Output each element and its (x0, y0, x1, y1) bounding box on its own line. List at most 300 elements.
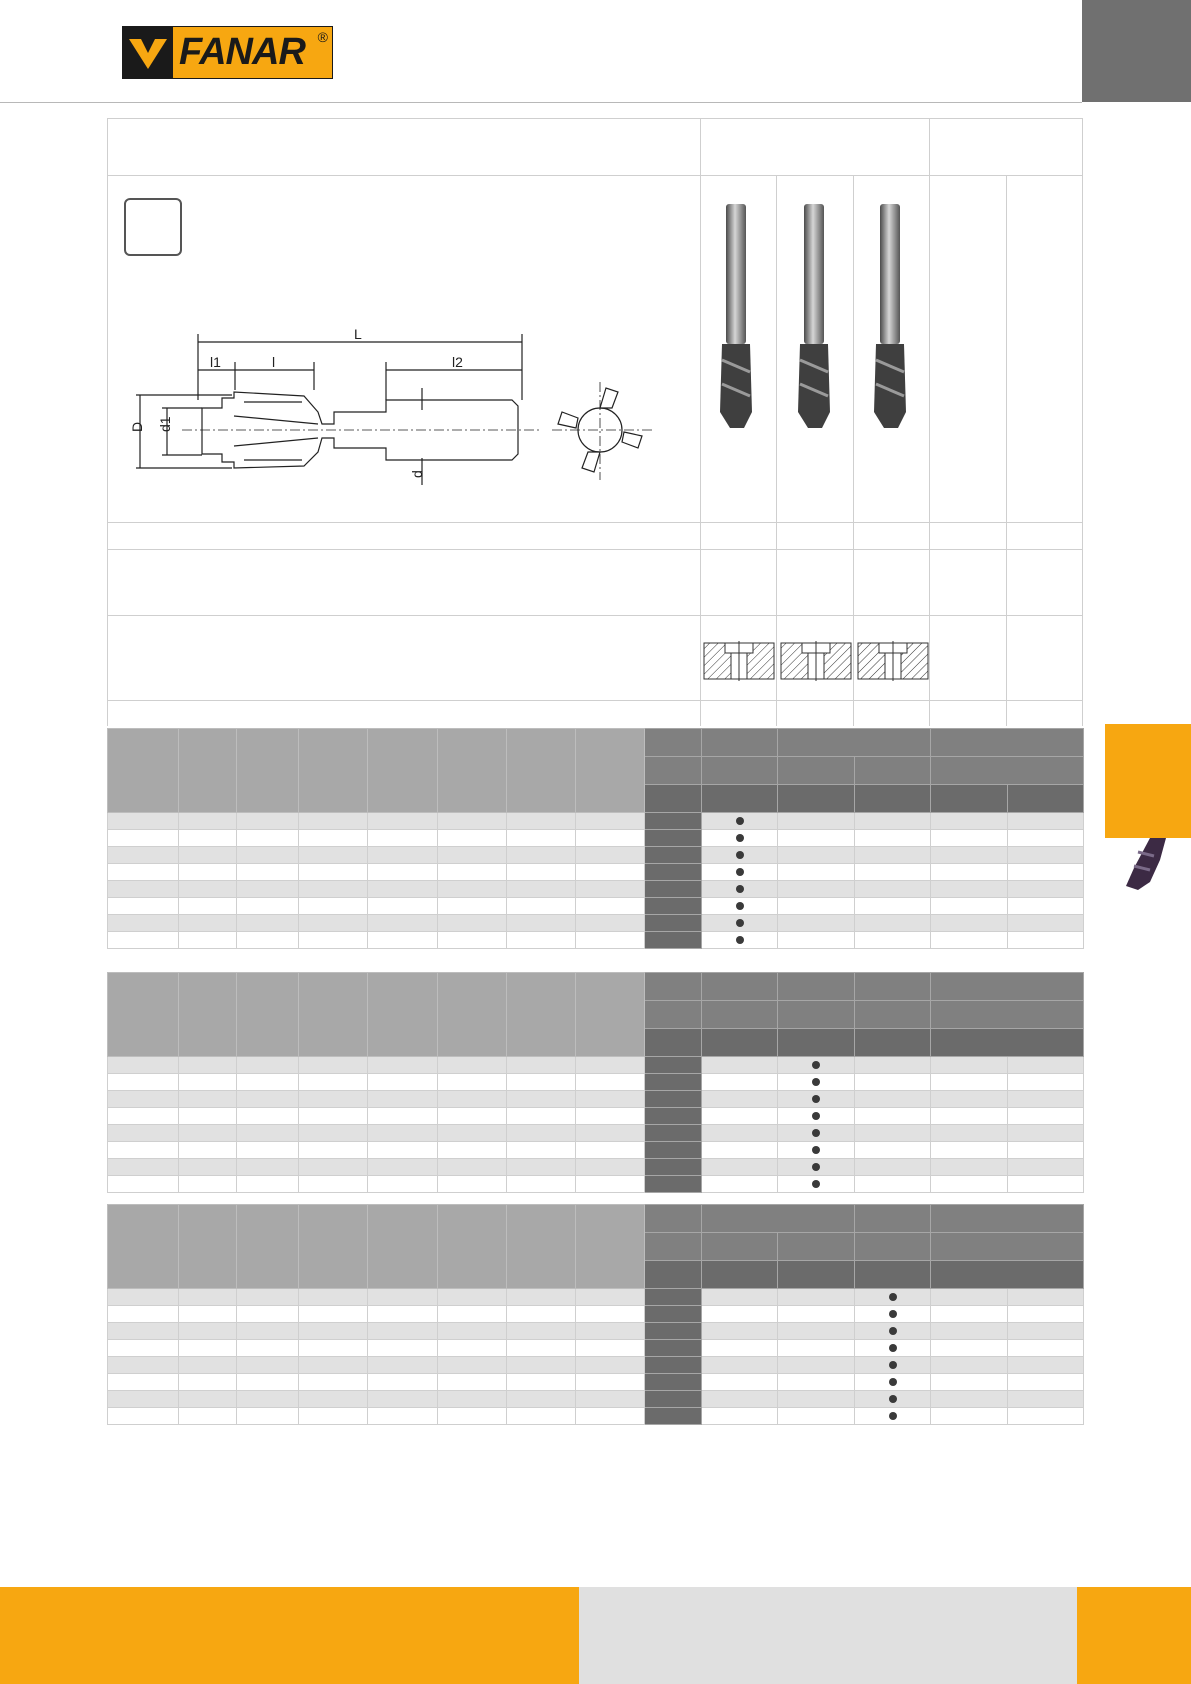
availability-dot-icon (812, 1146, 820, 1154)
table-cell (931, 898, 1008, 915)
header-cell (645, 757, 702, 785)
table-row (108, 847, 1084, 864)
table-cell (438, 1176, 507, 1193)
table-row (108, 1374, 1084, 1391)
table-cell (1008, 915, 1084, 932)
table-cell (778, 813, 855, 830)
availability-dot-icon (812, 1095, 820, 1103)
table-cell (702, 1340, 778, 1357)
availability-dot-icon (812, 1078, 820, 1086)
dim-D-label: D (129, 421, 145, 432)
header-cell (237, 729, 299, 813)
table-cell (179, 1176, 237, 1193)
table-cell (179, 881, 237, 898)
table-cell (299, 881, 368, 898)
table-cell (368, 932, 438, 949)
table-cell (1008, 1391, 1084, 1408)
table-cell (855, 898, 931, 915)
table-cell (368, 1159, 438, 1176)
table-cell (438, 847, 507, 864)
table-cell (368, 1306, 438, 1323)
table-cell (179, 1391, 237, 1408)
table-cell (576, 1391, 645, 1408)
table-cell (576, 847, 645, 864)
availability-dot-icon (889, 1378, 897, 1386)
table-cell (507, 932, 576, 949)
table-row (108, 1176, 1084, 1193)
header-cell (931, 1001, 1084, 1029)
table-cell (507, 864, 576, 881)
table-cell (299, 1306, 368, 1323)
availability-dot-icon (889, 1344, 897, 1352)
header-cell (931, 729, 1084, 757)
table-cell (931, 881, 1008, 898)
table-cell (299, 1323, 368, 1340)
table-cell (1008, 864, 1084, 881)
table-row (108, 1057, 1084, 1074)
table-row (108, 1357, 1084, 1374)
header-cell (645, 785, 702, 813)
availability-dot-icon (736, 936, 744, 944)
header-cell (368, 973, 438, 1057)
table-cell (778, 881, 855, 898)
header-cell (237, 973, 299, 1057)
table-cell (778, 1091, 855, 1108)
table-cell (702, 881, 778, 898)
table-cell (702, 1323, 778, 1340)
table-cell (576, 1323, 645, 1340)
table-cell (179, 830, 237, 847)
availability-dot-icon (889, 1395, 897, 1403)
table-cell (108, 1057, 179, 1074)
table-row (108, 915, 1084, 932)
feature-icon-box (124, 198, 182, 256)
header-divider (0, 102, 1082, 103)
table-cell (855, 1142, 931, 1159)
table-cell (237, 1176, 299, 1193)
header-cell (855, 1233, 931, 1261)
header-cell (368, 1205, 438, 1289)
registered-mark: ® (317, 29, 328, 45)
table-cell (702, 1125, 778, 1142)
table-cell (855, 813, 931, 830)
table-cell (299, 830, 368, 847)
table-cell (778, 915, 855, 932)
table-cell (438, 881, 507, 898)
product-photos (700, 200, 930, 460)
table-cell (1008, 1125, 1084, 1142)
table-cell (507, 1091, 576, 1108)
header-cell (778, 757, 855, 785)
dim-d-label: d (409, 470, 425, 478)
table-cell (778, 898, 855, 915)
table-cell (702, 847, 778, 864)
table-cell (702, 1357, 778, 1374)
table-cell (778, 864, 855, 881)
table-cell (931, 864, 1008, 881)
table-cell (1008, 1108, 1084, 1125)
table-cell (179, 1306, 237, 1323)
table-cell (237, 1108, 299, 1125)
counterbore-technical-drawing (122, 320, 682, 495)
logo-v-mark (123, 27, 173, 78)
tool-photo-2 (798, 204, 830, 428)
table-cell (702, 1142, 778, 1159)
table-cell (108, 1408, 179, 1425)
table-cell (507, 1340, 576, 1357)
table-cell (778, 1340, 855, 1357)
table-cell (1008, 1176, 1084, 1193)
header-cell (438, 729, 507, 813)
table-cell (368, 1408, 438, 1425)
table-cell (299, 932, 368, 949)
corner-tab (1082, 0, 1191, 102)
table-cell (931, 1323, 1008, 1340)
table-cell (299, 1176, 368, 1193)
table-cell (1008, 932, 1084, 949)
table-cell (108, 864, 179, 881)
table-cell (237, 1323, 299, 1340)
header-cell (299, 1205, 368, 1289)
table-cell (576, 1108, 645, 1125)
header-cell (931, 1205, 1084, 1233)
header-cell (237, 1205, 299, 1289)
table-cell (237, 1289, 299, 1306)
table-cell (576, 898, 645, 915)
header-cell (931, 785, 1008, 813)
table-cell (702, 813, 778, 830)
table-row (108, 1323, 1084, 1340)
table-cell (645, 1408, 702, 1425)
table-cell (855, 881, 931, 898)
table-cell (438, 1408, 507, 1425)
table-cell (1008, 1289, 1084, 1306)
table-cell (438, 1306, 507, 1323)
table-cell (855, 1391, 931, 1408)
table-cell (299, 1108, 368, 1125)
table-row (108, 932, 1084, 949)
header-cell (108, 729, 179, 813)
table-cell (855, 1057, 931, 1074)
table-row (108, 830, 1084, 847)
header-cell (702, 729, 778, 757)
table-cell (507, 813, 576, 830)
table-cell (179, 1374, 237, 1391)
table-cell (778, 830, 855, 847)
table-cell (299, 1159, 368, 1176)
table-cell (576, 1340, 645, 1357)
table-cell (299, 915, 368, 932)
table-cell (702, 1391, 778, 1408)
table-cell (576, 1374, 645, 1391)
table-cell (507, 1142, 576, 1159)
table-cell (931, 1306, 1008, 1323)
table-cell (438, 1340, 507, 1357)
table-cell (778, 1176, 855, 1193)
table-cell (931, 1057, 1008, 1074)
table-cell (507, 1074, 576, 1091)
table-cell (576, 1289, 645, 1306)
table-cell (237, 864, 299, 881)
table-cell (108, 1306, 179, 1323)
table-cell (1008, 1142, 1084, 1159)
header-cell (108, 1205, 179, 1289)
table-cell (438, 1357, 507, 1374)
table-cell (1008, 1340, 1084, 1357)
table-cell (179, 1357, 237, 1374)
availability-dot-icon (889, 1310, 897, 1318)
table-cell (576, 1125, 645, 1142)
table-cell (299, 1357, 368, 1374)
table-cell (931, 1142, 1008, 1159)
table-cell (931, 915, 1008, 932)
table-cell (1008, 1091, 1084, 1108)
table-cell (179, 1125, 237, 1142)
availability-dot-icon (812, 1163, 820, 1171)
header-cell (931, 1261, 1084, 1289)
table-cell (576, 1159, 645, 1176)
table-cell (702, 898, 778, 915)
table-cell (702, 1074, 778, 1091)
header-cell (855, 973, 931, 1001)
table-cell (576, 1142, 645, 1159)
header-cell (778, 973, 855, 1001)
table-cell (368, 1289, 438, 1306)
footer-info-bar (579, 1587, 1077, 1684)
table-cell (576, 1176, 645, 1193)
table-cell (507, 1408, 576, 1425)
table-row (108, 1108, 1084, 1125)
table-cell (438, 1057, 507, 1074)
table-cell (108, 830, 179, 847)
table-cell (576, 864, 645, 881)
table-cell (778, 1142, 855, 1159)
header-cell (645, 1261, 702, 1289)
table-cell (179, 1340, 237, 1357)
table-cell (1008, 813, 1084, 830)
table-cell (179, 813, 237, 830)
tool-photo-1 (720, 204, 752, 428)
table-cell (855, 1323, 931, 1340)
table-row (108, 1159, 1084, 1176)
table-cell (438, 1074, 507, 1091)
availability-dot-icon (889, 1412, 897, 1420)
header-cell (179, 729, 237, 813)
header-cell (1008, 785, 1084, 813)
table-cell (299, 1074, 368, 1091)
table-cell (237, 1408, 299, 1425)
table-cell (855, 830, 931, 847)
drill-thumbnail-icon (1120, 838, 1166, 890)
table-row (108, 1142, 1084, 1159)
table-cell (1008, 1074, 1084, 1091)
table-cell (1008, 1323, 1084, 1340)
table-cell (702, 1306, 778, 1323)
table-cell (645, 1074, 702, 1091)
table-cell (931, 1159, 1008, 1176)
header-cell (108, 973, 179, 1057)
table-cell (237, 881, 299, 898)
table-cell (108, 1108, 179, 1125)
table-cell (576, 915, 645, 932)
table-row (108, 1408, 1084, 1425)
table-cell (645, 830, 702, 847)
spec-table-3 (107, 1204, 1084, 1425)
header-cell (931, 757, 1084, 785)
table-cell (368, 898, 438, 915)
section-tab[interactable] (1105, 724, 1191, 838)
dim-l2-label: l2 (452, 354, 463, 370)
table-cell (368, 915, 438, 932)
table-cell (179, 1289, 237, 1306)
table-cell (108, 1176, 179, 1193)
table-cell (1008, 830, 1084, 847)
table-cell (507, 1323, 576, 1340)
table-cell (855, 847, 931, 864)
header-cell (576, 1205, 645, 1289)
table-cell (368, 1057, 438, 1074)
table-cell (368, 1176, 438, 1193)
table-cell (438, 1323, 507, 1340)
table-row (108, 1289, 1084, 1306)
table-cell (931, 932, 1008, 949)
table-cell (576, 1091, 645, 1108)
availability-dot-icon (736, 902, 744, 910)
table-cell (778, 932, 855, 949)
table-cell (576, 1408, 645, 1425)
table-cell (438, 1125, 507, 1142)
tool-photo-3 (874, 204, 906, 428)
table-cell (179, 1323, 237, 1340)
table-cell (438, 1091, 507, 1108)
table-cell (237, 830, 299, 847)
table-cell (179, 1057, 237, 1074)
table-cell (645, 847, 702, 864)
table-cell (645, 1289, 702, 1306)
table-cell (931, 1289, 1008, 1306)
header-cell (299, 973, 368, 1057)
table-cell (299, 864, 368, 881)
availability-dot-icon (736, 868, 744, 876)
header-cell (576, 973, 645, 1057)
header-cell (855, 757, 931, 785)
table-cell (108, 1159, 179, 1176)
table-cell (237, 1057, 299, 1074)
table-cell (855, 915, 931, 932)
header-cell (931, 1233, 1084, 1261)
table-cell (438, 1289, 507, 1306)
availability-dot-icon (812, 1061, 820, 1069)
table-cell (108, 1323, 179, 1340)
table-cell (855, 1074, 931, 1091)
dim-d1-label: d1 (157, 416, 173, 432)
header-cell (645, 1233, 702, 1261)
table-cell (507, 915, 576, 932)
availability-dot-icon (736, 851, 744, 859)
header-cell (702, 973, 778, 1001)
table-cell (645, 1391, 702, 1408)
table-cell (507, 898, 576, 915)
table-cell (438, 1374, 507, 1391)
table-cell (778, 1289, 855, 1306)
hole-section-icon (858, 641, 928, 681)
table-cell (368, 1340, 438, 1357)
table-cell (368, 1108, 438, 1125)
header-cell (507, 973, 576, 1057)
spec-table-1 (107, 728, 1084, 949)
header-cell (855, 785, 931, 813)
table-cell (645, 1125, 702, 1142)
table-cell (576, 1357, 645, 1374)
table-cell (855, 1408, 931, 1425)
table-cell (237, 1374, 299, 1391)
table-cell (1008, 1306, 1084, 1323)
table-cell (179, 1142, 237, 1159)
table-cell (1008, 1374, 1084, 1391)
table-cell (702, 1091, 778, 1108)
table-cell (237, 813, 299, 830)
table-cell (108, 1340, 179, 1357)
table-cell (931, 1108, 1008, 1125)
table-cell (778, 1057, 855, 1074)
table-row (108, 1340, 1084, 1357)
table-cell (931, 830, 1008, 847)
table-cell (702, 915, 778, 932)
table-cell (1008, 1408, 1084, 1425)
table-cell (368, 1374, 438, 1391)
table-cell (507, 1357, 576, 1374)
table-cell (179, 1408, 237, 1425)
table-cell (576, 932, 645, 949)
table-cell (855, 1159, 931, 1176)
table-cell (645, 1374, 702, 1391)
table-row (108, 898, 1084, 915)
header-cell (931, 1029, 1084, 1057)
table-cell (702, 1057, 778, 1074)
table-cell (507, 830, 576, 847)
table-row (108, 813, 1084, 830)
dim-l-label: l (272, 354, 276, 370)
table-row (108, 1074, 1084, 1091)
table-cell (108, 1091, 179, 1108)
table-cell (931, 1340, 1008, 1357)
table-row (108, 1125, 1084, 1142)
table-cell (237, 1357, 299, 1374)
table-cell (368, 847, 438, 864)
table-cell (438, 1159, 507, 1176)
table-cell (645, 898, 702, 915)
table-cell (1008, 881, 1084, 898)
table-cell (507, 1289, 576, 1306)
table-cell (1008, 847, 1084, 864)
table-cell (702, 1159, 778, 1176)
header-cell (702, 785, 778, 813)
header-cell (179, 973, 237, 1057)
table-cell (931, 1357, 1008, 1374)
table-cell (507, 1391, 576, 1408)
table-cell (931, 1091, 1008, 1108)
table-cell (507, 1057, 576, 1074)
availability-dot-icon (736, 817, 744, 825)
table-cell (179, 1108, 237, 1125)
table-cell (237, 1125, 299, 1142)
table-cell (931, 1176, 1008, 1193)
table-cell (368, 813, 438, 830)
table-cell (931, 813, 1008, 830)
dim-L-label: L (354, 326, 362, 342)
hole-section-icons (703, 641, 929, 681)
table-cell (108, 1125, 179, 1142)
